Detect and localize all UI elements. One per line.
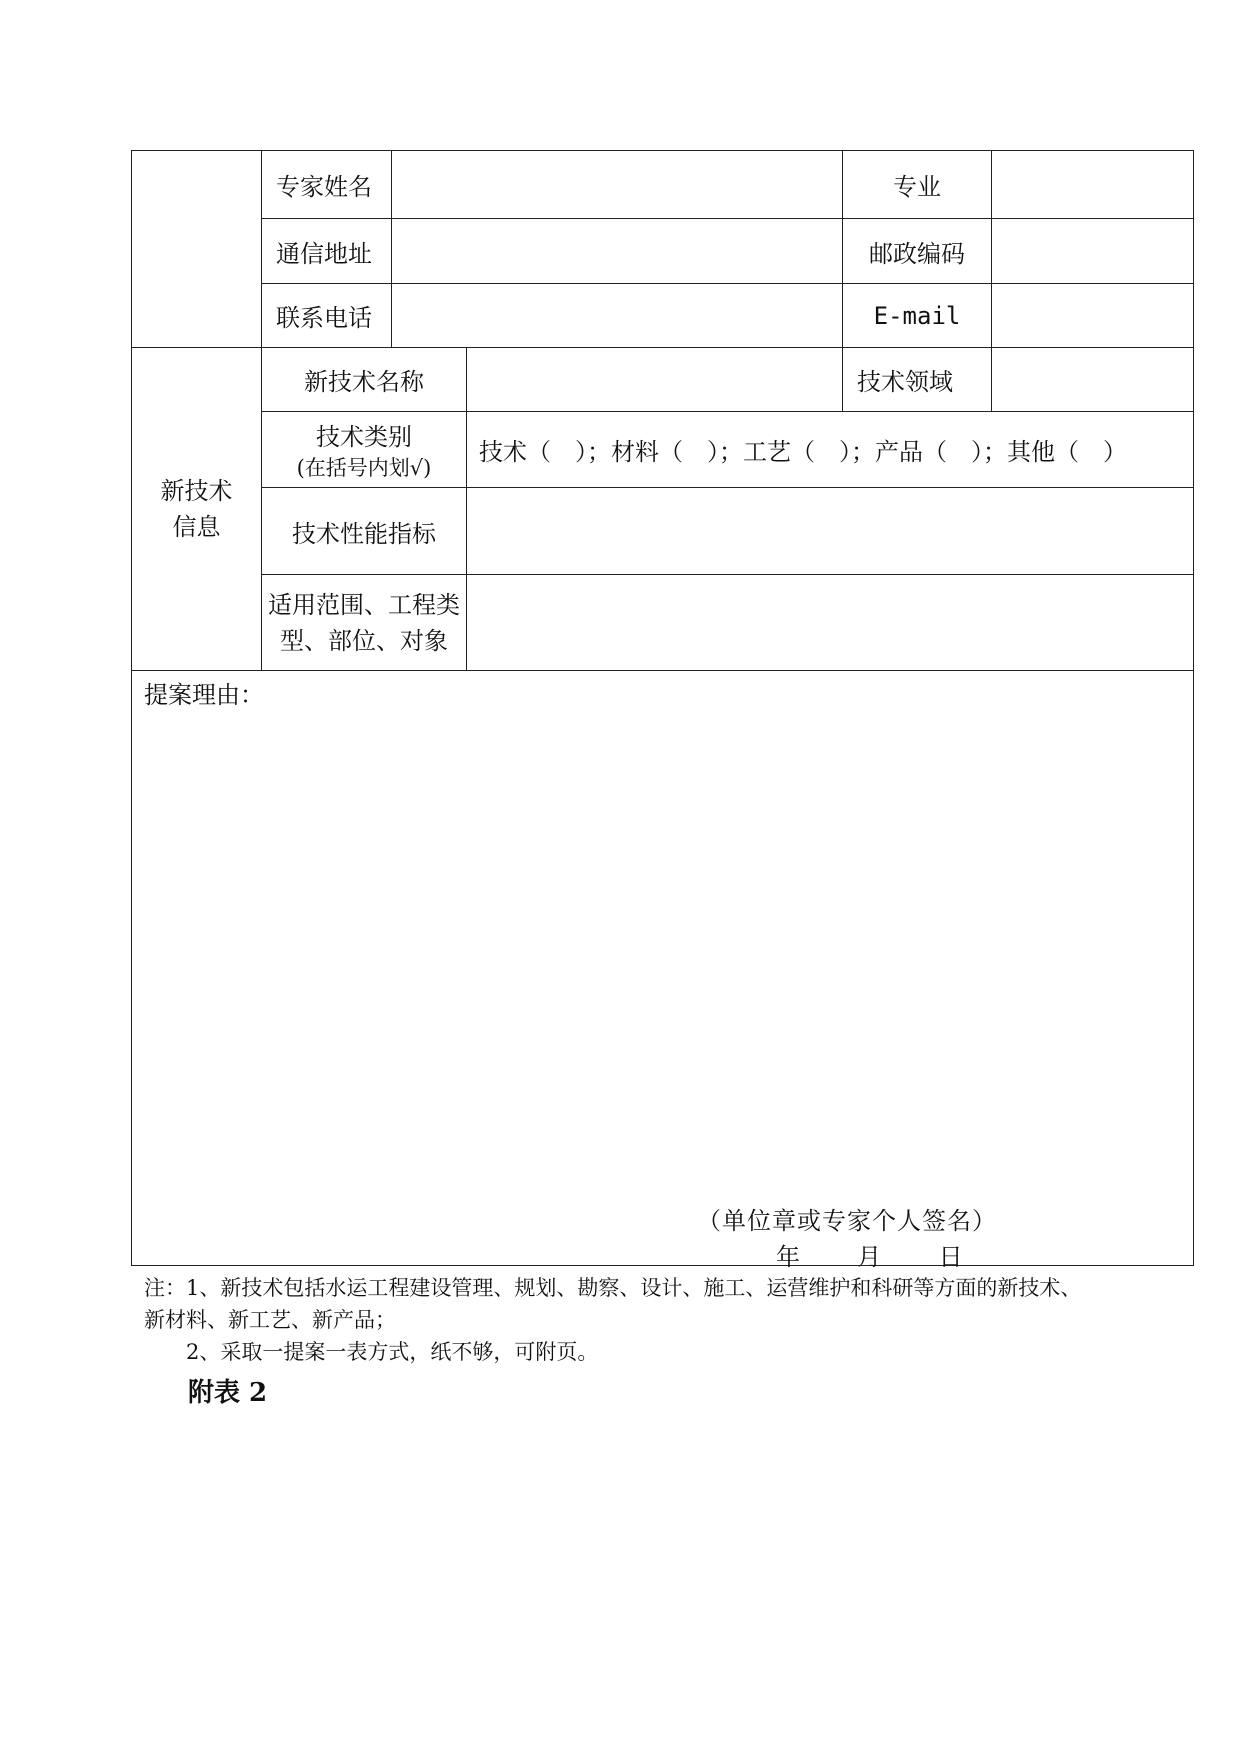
appendix-title: 附表 2 <box>188 1378 268 1408</box>
tech-info-group-label <box>132 348 262 671</box>
blank-group-cell <box>132 151 262 348</box>
expert-name-label: 专家姓名 <box>262 151 392 219</box>
email-label: E-mail <box>843 284 992 348</box>
expert-name-field[interactable] <box>392 151 843 219</box>
date-day: 日 <box>938 1243 963 1271</box>
row-tech-name <box>132 348 1194 412</box>
row-scope <box>132 575 1194 671</box>
specialty-label: 专业 <box>843 151 992 219</box>
phone-label: 联系电话 <box>262 284 392 348</box>
tech-name-label: 新技术名称 <box>262 348 467 412</box>
tech-name-field[interactable] <box>467 348 843 412</box>
scope-label-line1: 适用范围、工程类 <box>268 590 460 619</box>
row-phone <box>132 284 1194 348</box>
tech-field-field[interactable] <box>992 348 1194 412</box>
row-expert-name <box>132 151 1194 219</box>
performance-label: 技术性能指标 <box>262 488 467 575</box>
email-field[interactable] <box>992 284 1194 348</box>
row-tech-category <box>132 412 1194 488</box>
performance-field[interactable] <box>467 488 1194 575</box>
address-field[interactable] <box>392 219 843 284</box>
tech-category-label-line2: (在括号内划√) <box>296 456 432 480</box>
note-line-1: 注：1、新技术包括水运工程建设管理、规划、勘察、设计、施工、运营维护和科研等方面的新技术、 <box>144 1276 1082 1300</box>
signature-hint: （单位章或专家个人签名） <box>697 1207 997 1235</box>
notes <box>144 1272 1081 1368</box>
tech-info-group-label-line2: 信息 <box>172 513 221 541</box>
reason-label: 提案理由： <box>144 681 264 709</box>
specialty-field[interactable] <box>992 151 1194 219</box>
scope-label-line2: 型、部位、对象 <box>280 626 448 655</box>
tech-category-label <box>262 412 467 488</box>
row-performance <box>132 488 1194 575</box>
scope-label <box>262 575 467 671</box>
date-month: 月 <box>857 1243 882 1271</box>
note-line-2: 新材料、新工艺、新产品； <box>144 1308 396 1332</box>
postcode-label: 邮政编码 <box>843 219 992 284</box>
tech-info-group-label-line1: 新技术 <box>160 477 233 505</box>
tech-category-options[interactable]: 技术（ ）；材料（ ）；工艺（ ）；产品（ ）；其他（ ） <box>467 412 1194 488</box>
note-line-3: 2、采取一提案一表方式，纸不够，可附页。 <box>186 1340 599 1364</box>
proposal-form-table <box>131 150 1194 1271</box>
tech-field-label: 技术领域 <box>843 348 992 412</box>
tech-category-label-line1: 技术类别 <box>316 423 412 451</box>
phone-field[interactable] <box>392 284 843 348</box>
date-line <box>776 1237 963 1272</box>
address-label: 通信地址 <box>262 219 392 284</box>
reason-field[interactable] <box>132 671 1194 1271</box>
row-address <box>132 219 1194 284</box>
postcode-field[interactable] <box>992 219 1194 284</box>
date-year: 年 <box>776 1243 800 1271</box>
scope-field[interactable] <box>467 575 1194 671</box>
row-reason <box>132 671 1194 1266</box>
